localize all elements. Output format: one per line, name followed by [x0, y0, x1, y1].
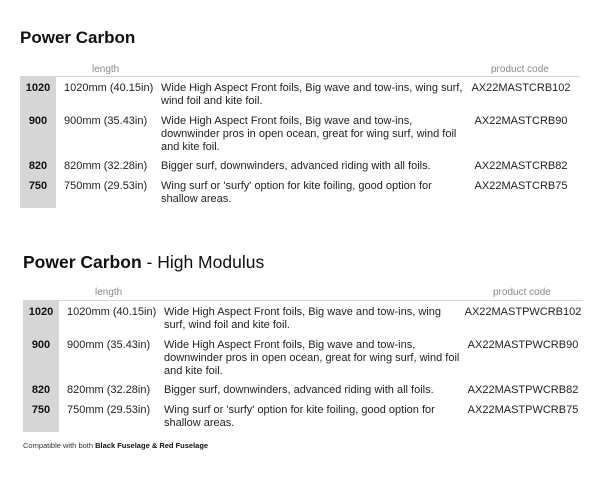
- product-code: AX22MASTCRB75: [474, 180, 568, 192]
- mast-description: Wing surf or 'surfy' option for kite foiling, good option for shallow areas.: [161, 180, 432, 205]
- mast-size: 1020: [28, 306, 54, 318]
- mast-description: Wing surf or 'surfy' option for kite foiling, good option for shallow areas.: [164, 404, 435, 429]
- mast-description: Wide High Aspect Front foils, Big wave and tow-ins, wing surf, wind foil and kite foil.: [161, 82, 463, 107]
- product-code: AX22MASTCRB90: [474, 115, 568, 127]
- mast-length: 750mm (29.53in): [67, 404, 151, 416]
- mast-size: 900: [28, 115, 48, 127]
- header-divider: [20, 76, 580, 77]
- mast-length: 820mm (32.28in): [67, 384, 151, 396]
- mast-size: 750: [31, 404, 51, 416]
- length-column-header: length: [92, 64, 120, 75]
- product-code: AX22MASTCRB82: [474, 160, 568, 172]
- product-code: AX22MASTPWCRB90: [467, 339, 579, 351]
- mast-length: 750mm (29.53in): [64, 180, 148, 192]
- mast-description: Wide High Aspect Front foils, Big wave and tow-ins, wing surf, wind foil and kite foil.: [164, 306, 441, 331]
- product-code-column-header: product code: [491, 64, 549, 75]
- product-code-column-header: product code: [493, 287, 551, 298]
- compatibility-footnote: Compatible with both Black Fuselage & Red Fuselage: [23, 441, 209, 450]
- header-divider: [23, 300, 583, 301]
- length-column-header: length: [95, 287, 123, 298]
- mast-length: 900mm (35.43in): [67, 339, 151, 351]
- mast-length: 1020mm (40.15in): [64, 82, 154, 94]
- product-code: AX22MASTPWCRB102: [464, 306, 582, 318]
- product-code: AX22MASTCRB102: [471, 82, 571, 94]
- mast-size: 1020: [25, 82, 51, 94]
- mast-description: Bigger surf, downwinders, advanced riding with all foils.: [161, 160, 431, 172]
- mast-length: 900mm (35.43in): [64, 115, 148, 127]
- mast-description: Wide High Aspect Front foils, Big wave and tow-ins, downwinder pros in open ocean, great for wing surf, wind foil and kite foil.: [164, 339, 460, 377]
- mast-size: 820: [31, 384, 51, 396]
- mast-description: Bigger surf, downwinders, advanced riding with all foils.: [164, 384, 434, 396]
- mast-length: 820mm (32.28in): [64, 160, 148, 172]
- section-title: Power Carbon - High Modulus: [23, 252, 265, 272]
- product-code: AX22MASTPWCRB75: [467, 404, 579, 416]
- mast-size: 900: [31, 339, 51, 351]
- product-code: AX22MASTPWCRB82: [467, 384, 579, 396]
- mast-description: Wide High Aspect Front foils, Big wave and tow-ins, downwinder pros in open ocean, great for wing surf, wind foil and kite foil.: [161, 115, 457, 153]
- mast-size: 750: [28, 180, 48, 192]
- mast-size: 820: [28, 160, 48, 172]
- section-title: Power Carbon: [20, 28, 136, 47]
- mast-length: 1020mm (40.15in): [67, 306, 157, 318]
